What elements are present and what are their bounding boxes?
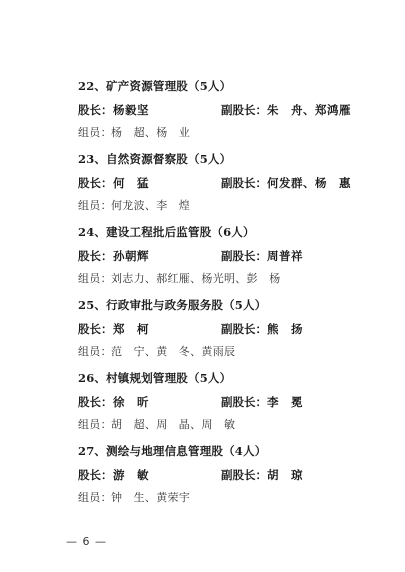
section-title: 26、村镇规划管理股（5人） <box>78 371 232 385</box>
section-26 <box>78 370 378 432</box>
members-label: 组员： <box>78 126 112 139</box>
deputy-label: 副股长： <box>221 468 267 482</box>
section-25 <box>78 297 378 359</box>
page-number: — 6 — <box>66 535 107 548</box>
leadership-row <box>78 467 378 487</box>
deputy-name: 朱 舟、郑鸿雁 <box>267 103 351 117</box>
leadership-row <box>78 394 378 414</box>
section-title: 25、行政审批与政务服务股（5人） <box>78 298 267 312</box>
members-names: 范 宁、黄 冬、黄雨辰 <box>111 345 236 358</box>
section-title: 23、自然资源督察股（5人） <box>78 152 232 166</box>
leadership-row <box>78 321 378 341</box>
members-names: 何龙波、李 煌 <box>111 199 191 212</box>
members-names: 杨 超、杨 业 <box>111 126 191 139</box>
members-label: 组员： <box>78 418 112 431</box>
members-names: 钟 生、黄荣宇 <box>111 491 191 504</box>
chief-name: 郑 柯 <box>113 322 149 336</box>
members-row <box>78 124 378 140</box>
chief-name: 徐 昕 <box>113 395 149 409</box>
section-27 <box>78 443 378 505</box>
section-title: 24、建设工程批后监管股（6人） <box>78 225 255 239</box>
deputy-name: 何发群、杨 惠 <box>267 176 351 190</box>
deputy-label: 副股长： <box>221 176 267 190</box>
chief-name: 孙朝辉 <box>113 249 149 263</box>
chief-name: 杨毅坚 <box>113 103 149 117</box>
chief-label: 股长： <box>78 322 113 336</box>
members-row <box>78 270 378 286</box>
members-row <box>78 416 378 432</box>
chief-label: 股长： <box>78 395 113 409</box>
section-24 <box>78 224 378 286</box>
members-row <box>78 489 378 505</box>
leadership-row <box>78 175 378 195</box>
chief-label: 股长： <box>78 103 113 117</box>
chief-label: 股长： <box>78 249 113 263</box>
deputy-label: 副股长： <box>221 322 267 336</box>
members-row <box>78 197 378 213</box>
members-label: 组员： <box>78 272 112 285</box>
chief-label: 股长： <box>78 176 113 190</box>
deputy-name: 熊 扬 <box>267 322 303 336</box>
members-row <box>78 343 378 359</box>
section-title: 22、矿产资源管理股（5人） <box>78 79 232 93</box>
chief-name: 何 猛 <box>113 176 149 190</box>
deputy-name: 周普祥 <box>267 249 303 263</box>
leadership-row <box>78 102 378 122</box>
deputy-label: 副股长： <box>221 249 267 263</box>
deputy-name: 李 冕 <box>267 395 303 409</box>
deputy-name: 胡 琼 <box>267 468 303 482</box>
chief-name: 游 敏 <box>113 468 149 482</box>
leadership-row <box>78 248 378 268</box>
deputy-label: 副股长： <box>221 103 267 117</box>
members-names: 胡 超、周 晶、周 敏 <box>111 418 236 431</box>
members-label: 组员： <box>78 491 112 504</box>
section-23 <box>78 151 378 213</box>
section-22 <box>78 78 378 140</box>
deputy-label: 副股长： <box>221 395 267 409</box>
members-names: 刘志力、郝红雁、杨光明、彭 杨 <box>111 272 281 285</box>
members-label: 组员： <box>78 345 112 358</box>
members-label: 组员： <box>78 199 112 212</box>
chief-label: 股长： <box>78 468 113 482</box>
section-title: 27、测绘与地理信息管理股（4人） <box>78 444 267 458</box>
